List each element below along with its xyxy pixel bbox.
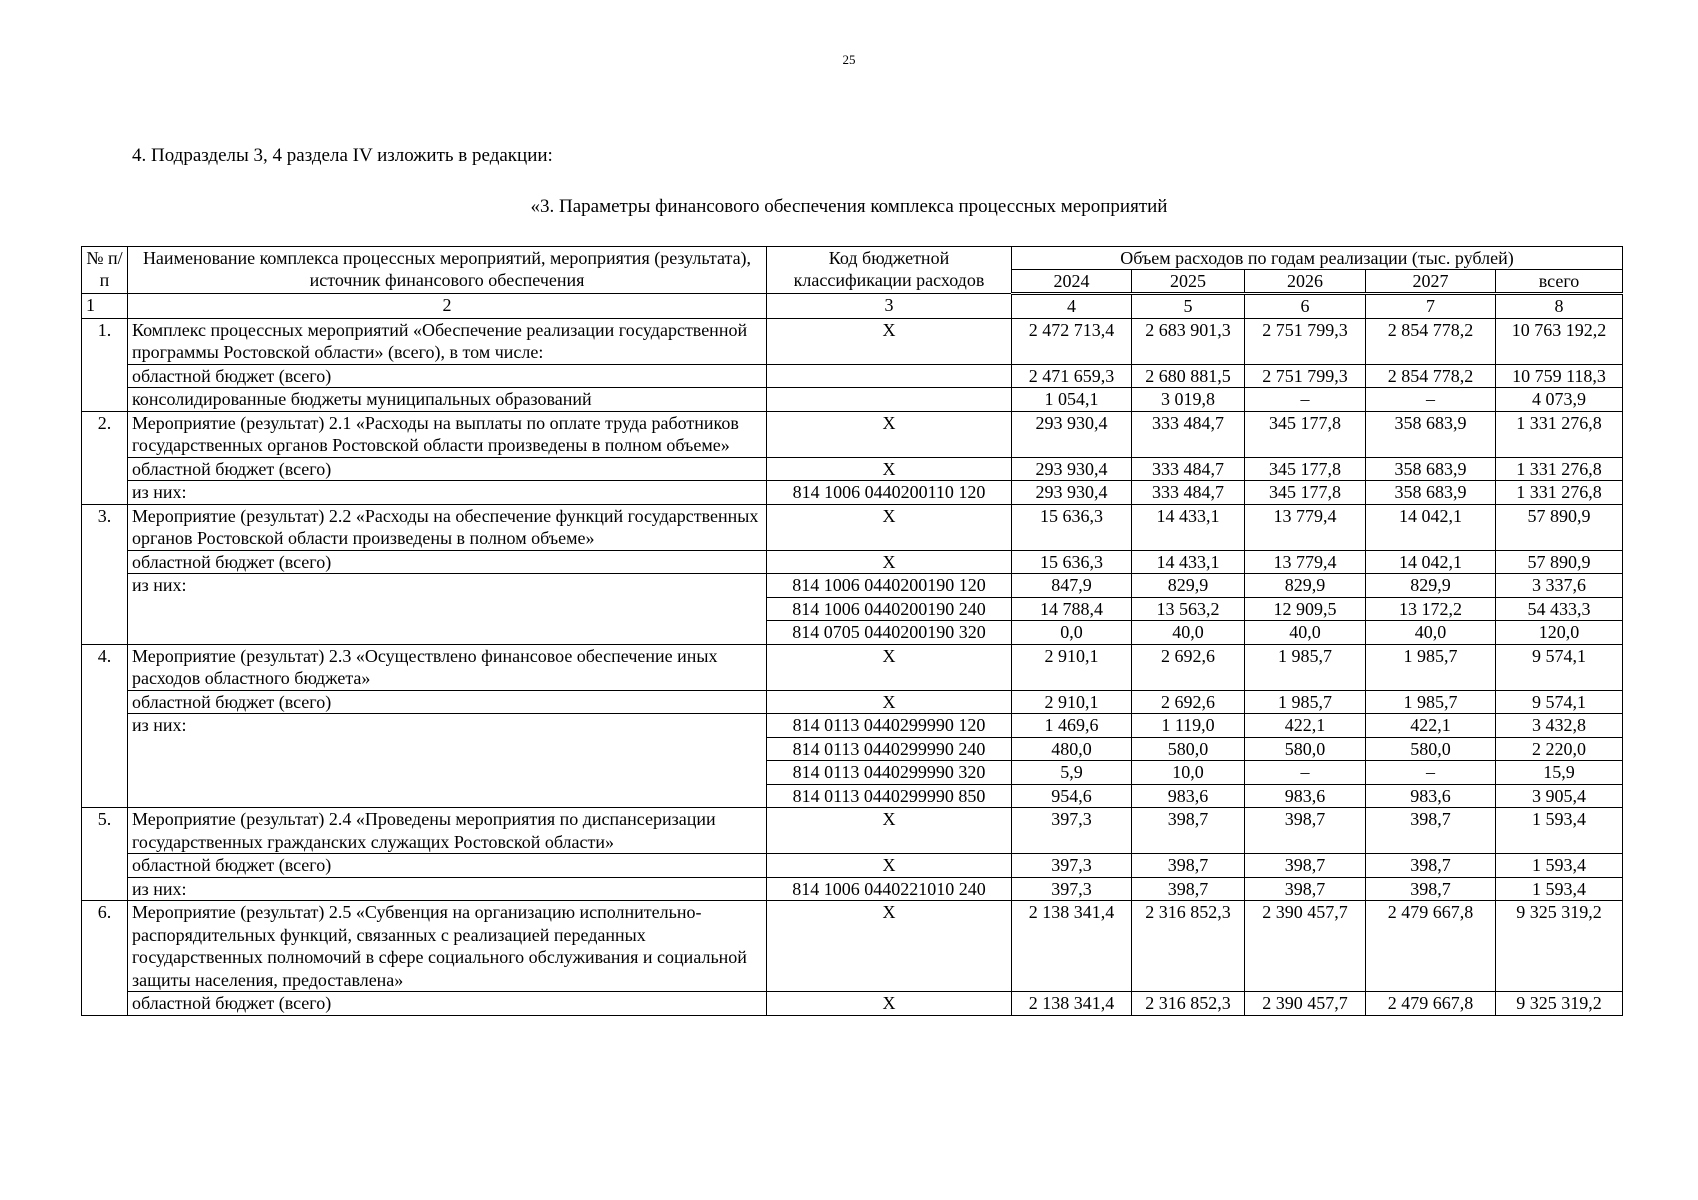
value-year: 40,0 [1245,621,1366,645]
header-year: 2025 [1132,270,1245,294]
table-row [82,411,1623,457]
value-year: 345 177,8 [1245,411,1366,457]
value-year: 14 433,1 [1132,504,1245,550]
header-year: 2027 [1366,270,1496,294]
header-total: всего [1496,270,1623,294]
budget-code: 814 1006 0440200190 120 [767,574,1012,598]
budget-code: X [767,690,1012,714]
value-year: 2 138 341,4 [1012,901,1132,992]
row-name: из них: [128,481,767,505]
budget-code: 814 0113 0440299990 240 [767,737,1012,761]
budget-code: X [767,550,1012,574]
value-year: 829,9 [1245,574,1366,598]
row-name: областной бюджет (всего) [128,992,767,1016]
header-code: Код бюджетной классификации расходов [767,247,1012,294]
value-total: 1 593,4 [1496,808,1623,854]
page-number: 25 [842,52,856,67]
column-number-row [82,294,1623,319]
value-year: 2 854 778,2 [1366,364,1496,388]
value-year: 847,9 [1012,574,1132,598]
table-row [82,690,1623,714]
value-year: 14 042,1 [1366,504,1496,550]
value-year: 5,9 [1012,761,1132,785]
value-year: 398,7 [1245,808,1366,854]
row-number: 2. [82,411,128,504]
budget-code: X [767,318,1012,364]
column-number: 2 [128,294,767,319]
value-year: 3 019,8 [1132,388,1245,412]
value-total: 1 331 276,8 [1496,481,1623,505]
row-name: Мероприятие (результат) 2.2 «Расходы на обеспечение функций государственных органов Ростовской области произведены в полном объеме» [128,504,767,550]
value-year: 358 683,9 [1366,457,1496,481]
value-year: 293 930,4 [1012,411,1132,457]
row-number: 5. [82,808,128,901]
value-year: 40,0 [1366,621,1496,645]
value-year: – [1245,388,1366,412]
budget-code: X [767,992,1012,1016]
row-number: 6. [82,901,128,1016]
value-total: 10 759 118,3 [1496,364,1623,388]
value-year: 580,0 [1132,737,1245,761]
table-row [82,504,1623,550]
value-year: 13 779,4 [1245,550,1366,574]
value-total: 3 432,8 [1496,714,1623,738]
value-total: 3 905,4 [1496,784,1623,808]
value-year: – [1366,761,1496,785]
value-year: 983,6 [1132,784,1245,808]
value-total: 2 220,0 [1496,737,1623,761]
value-total: 57 890,9 [1496,504,1623,550]
value-year: 398,7 [1132,877,1245,901]
value-year: 954,6 [1012,784,1132,808]
value-year: 2 854 778,2 [1366,318,1496,364]
value-year: 398,7 [1132,854,1245,878]
value-year: 1 054,1 [1012,388,1132,412]
value-year: 580,0 [1366,737,1496,761]
value-year: 333 484,7 [1132,457,1245,481]
value-year: 580,0 [1245,737,1366,761]
column-number: 4 [1012,294,1132,319]
value-year: 2 316 852,3 [1132,901,1245,992]
column-number: 3 [767,294,1012,319]
intro-paragraph: 4. Подразделы 3, 4 раздела IV изложить в редакции: [132,145,553,166]
budget-code: X [767,457,1012,481]
header-year: 2024 [1012,270,1132,294]
value-year: 398,7 [1366,877,1496,901]
value-year: 422,1 [1245,714,1366,738]
table-caption: «3. Параметры финансового обеспечения комплекса процессных мероприятий [530,196,1168,217]
value-year: 333 484,7 [1132,481,1245,505]
value-year: 397,3 [1012,808,1132,854]
row-name: Комплекс процессных мероприятий «Обеспечение реализации государственной программы Ростовской области» (всего), в том числе: [128,318,767,364]
value-year: 2 316 852,3 [1132,992,1245,1016]
table-row [82,457,1623,481]
value-total: 9 574,1 [1496,644,1623,690]
value-total: 120,0 [1496,621,1623,645]
value-total: 9 325 319,2 [1496,901,1623,992]
header-expenses: Объем расходов по годам реализации (тыс. рублей) [1012,247,1623,270]
value-year: 1 985,7 [1366,690,1496,714]
row-name: Мероприятие (результат) 2.1 «Расходы на выплаты по оплате труда работников государственных органов Ростовской области произведены в полном объеме» [128,411,767,457]
value-total: 1 593,4 [1496,854,1623,878]
budget-code: 814 0113 0440299990 120 [767,714,1012,738]
value-year: 398,7 [1245,854,1366,878]
value-year: 14 042,1 [1366,550,1496,574]
value-year: 2 479 667,8 [1366,992,1496,1016]
budget-code: 814 1006 0440200190 240 [767,597,1012,621]
budget-code: X [767,411,1012,457]
value-total: 57 890,9 [1496,550,1623,574]
value-year: 2 692,6 [1132,690,1245,714]
value-year: 1 985,7 [1245,690,1366,714]
value-year: 2 138 341,4 [1012,992,1132,1016]
value-year: 2 471 659,3 [1012,364,1132,388]
budget-code: X [767,808,1012,854]
budget-code: 814 0113 0440299990 850 [767,784,1012,808]
value-year: 293 930,4 [1012,457,1132,481]
row-name: областной бюджет (всего) [128,364,767,388]
value-year: 829,9 [1132,574,1245,598]
value-total: 4 073,9 [1496,388,1623,412]
value-year: 358 683,9 [1366,481,1496,505]
value-year: 13 172,2 [1366,597,1496,621]
value-total: 9 574,1 [1496,690,1623,714]
value-year: 14 433,1 [1132,550,1245,574]
table-row [82,808,1623,854]
financial-table [81,246,1623,1016]
value-year: 397,3 [1012,877,1132,901]
value-year: 10,0 [1132,761,1245,785]
value-year: 2 390 457,7 [1245,992,1366,1016]
budget-code: X [767,901,1012,992]
budget-code: X [767,644,1012,690]
header-no: № п/п [82,247,128,294]
value-year: 2 683 901,3 [1132,318,1245,364]
row-name: Мероприятие (результат) 2.4 «Проведены мероприятия по диспансеризации государственных гражданских служащих Ростовской области» [128,808,767,854]
value-year: 358 683,9 [1366,411,1496,457]
row-name: из них: [128,714,767,808]
row-name: из них: [128,877,767,901]
row-name: областной бюджет (всего) [128,550,767,574]
value-year: 15 636,3 [1012,504,1132,550]
table-row [82,481,1623,505]
budget-code [767,364,1012,388]
row-name: консолидированные бюджеты муниципальных образований [128,388,767,412]
value-year: 293 930,4 [1012,481,1132,505]
budget-code: 814 0113 0440299990 320 [767,761,1012,785]
table-row [82,364,1623,388]
value-year: 13 779,4 [1245,504,1366,550]
value-year: 40,0 [1132,621,1245,645]
value-total: 1 593,4 [1496,877,1623,901]
value-year: 15 636,3 [1012,550,1132,574]
row-name: из них: [128,574,767,645]
row-name: областной бюджет (всего) [128,854,767,878]
table-row [82,318,1623,364]
row-number: 1. [82,318,128,411]
value-year: 398,7 [1245,877,1366,901]
row-name: областной бюджет (всего) [128,690,767,714]
column-number: 8 [1496,294,1623,319]
value-year: 398,7 [1366,854,1496,878]
budget-code [767,388,1012,412]
row-name: Мероприятие (результат) 2.5 «Субвенция на организацию исполнительно-распорядительных функций, связанных с реализацией переданных государственных полномочий в сфере социального обслуживания и социальной защиты населения, предоставлена» [128,901,767,992]
table-row [82,877,1623,901]
value-year: 2 479 667,8 [1366,901,1496,992]
value-year: 2 910,1 [1012,644,1132,690]
value-total: 15,9 [1496,761,1623,785]
value-year: 2 680 881,5 [1132,364,1245,388]
value-year: 2 751 799,3 [1245,318,1366,364]
value-year: 480,0 [1012,737,1132,761]
budget-code: X [767,504,1012,550]
row-number: 4. [82,644,128,808]
budget-code: 814 1006 0440200110 120 [767,481,1012,505]
value-year: 2 472 713,4 [1012,318,1132,364]
budget-code: 814 1006 0440221010 240 [767,877,1012,901]
row-name: областной бюджет (всего) [128,457,767,481]
value-year: 2 751 799,3 [1245,364,1366,388]
value-year: 12 909,5 [1245,597,1366,621]
value-year: 14 788,4 [1012,597,1132,621]
column-number: 6 [1245,294,1366,319]
table-row [82,714,1623,738]
value-year: 345 177,8 [1245,481,1366,505]
budget-code: 814 0705 0440200190 320 [767,621,1012,645]
column-number: 1 [82,294,128,319]
value-year: 1 469,6 [1012,714,1132,738]
value-year: 1 119,0 [1132,714,1245,738]
table-row [82,388,1623,412]
table-row [82,992,1623,1016]
value-total: 54 433,3 [1496,597,1623,621]
value-year: 422,1 [1366,714,1496,738]
column-number: 5 [1132,294,1245,319]
value-year: 829,9 [1366,574,1496,598]
value-total: 1 331 276,8 [1496,457,1623,481]
value-total: 1 331 276,8 [1496,411,1623,457]
table-row [82,854,1623,878]
value-year: 983,6 [1245,784,1366,808]
header-name: Наименование комплекса процессных мероприятий, мероприятия (результата), источник финансового обеспечения [128,247,767,294]
table-body [82,294,1623,1016]
table-row [82,550,1623,574]
value-year: 0,0 [1012,621,1132,645]
row-number: 3. [82,504,128,644]
value-year: 1 985,7 [1245,644,1366,690]
value-year: 333 484,7 [1132,411,1245,457]
table-row [82,644,1623,690]
value-year: 2 692,6 [1132,644,1245,690]
value-total: 3 337,6 [1496,574,1623,598]
value-year: 398,7 [1132,808,1245,854]
budget-code: X [767,854,1012,878]
value-year: 398,7 [1366,808,1496,854]
value-year: 345 177,8 [1245,457,1366,481]
value-year: 13 563,2 [1132,597,1245,621]
table-row [82,901,1623,992]
value-total: 9 325 319,2 [1496,992,1623,1016]
column-number: 7 [1366,294,1496,319]
value-year: 983,6 [1366,784,1496,808]
value-year: 2 910,1 [1012,690,1132,714]
table-row [82,574,1623,598]
header-year: 2026 [1245,270,1366,294]
value-year: 2 390 457,7 [1245,901,1366,992]
row-name: Мероприятие (результат) 2.3 «Осуществлено финансовое обеспечение иных расходов областного бюджета» [128,644,767,690]
value-year: – [1366,388,1496,412]
value-total: 10 763 192,2 [1496,318,1623,364]
value-year: 1 985,7 [1366,644,1496,690]
value-year: 397,3 [1012,854,1132,878]
value-year: – [1245,761,1366,785]
